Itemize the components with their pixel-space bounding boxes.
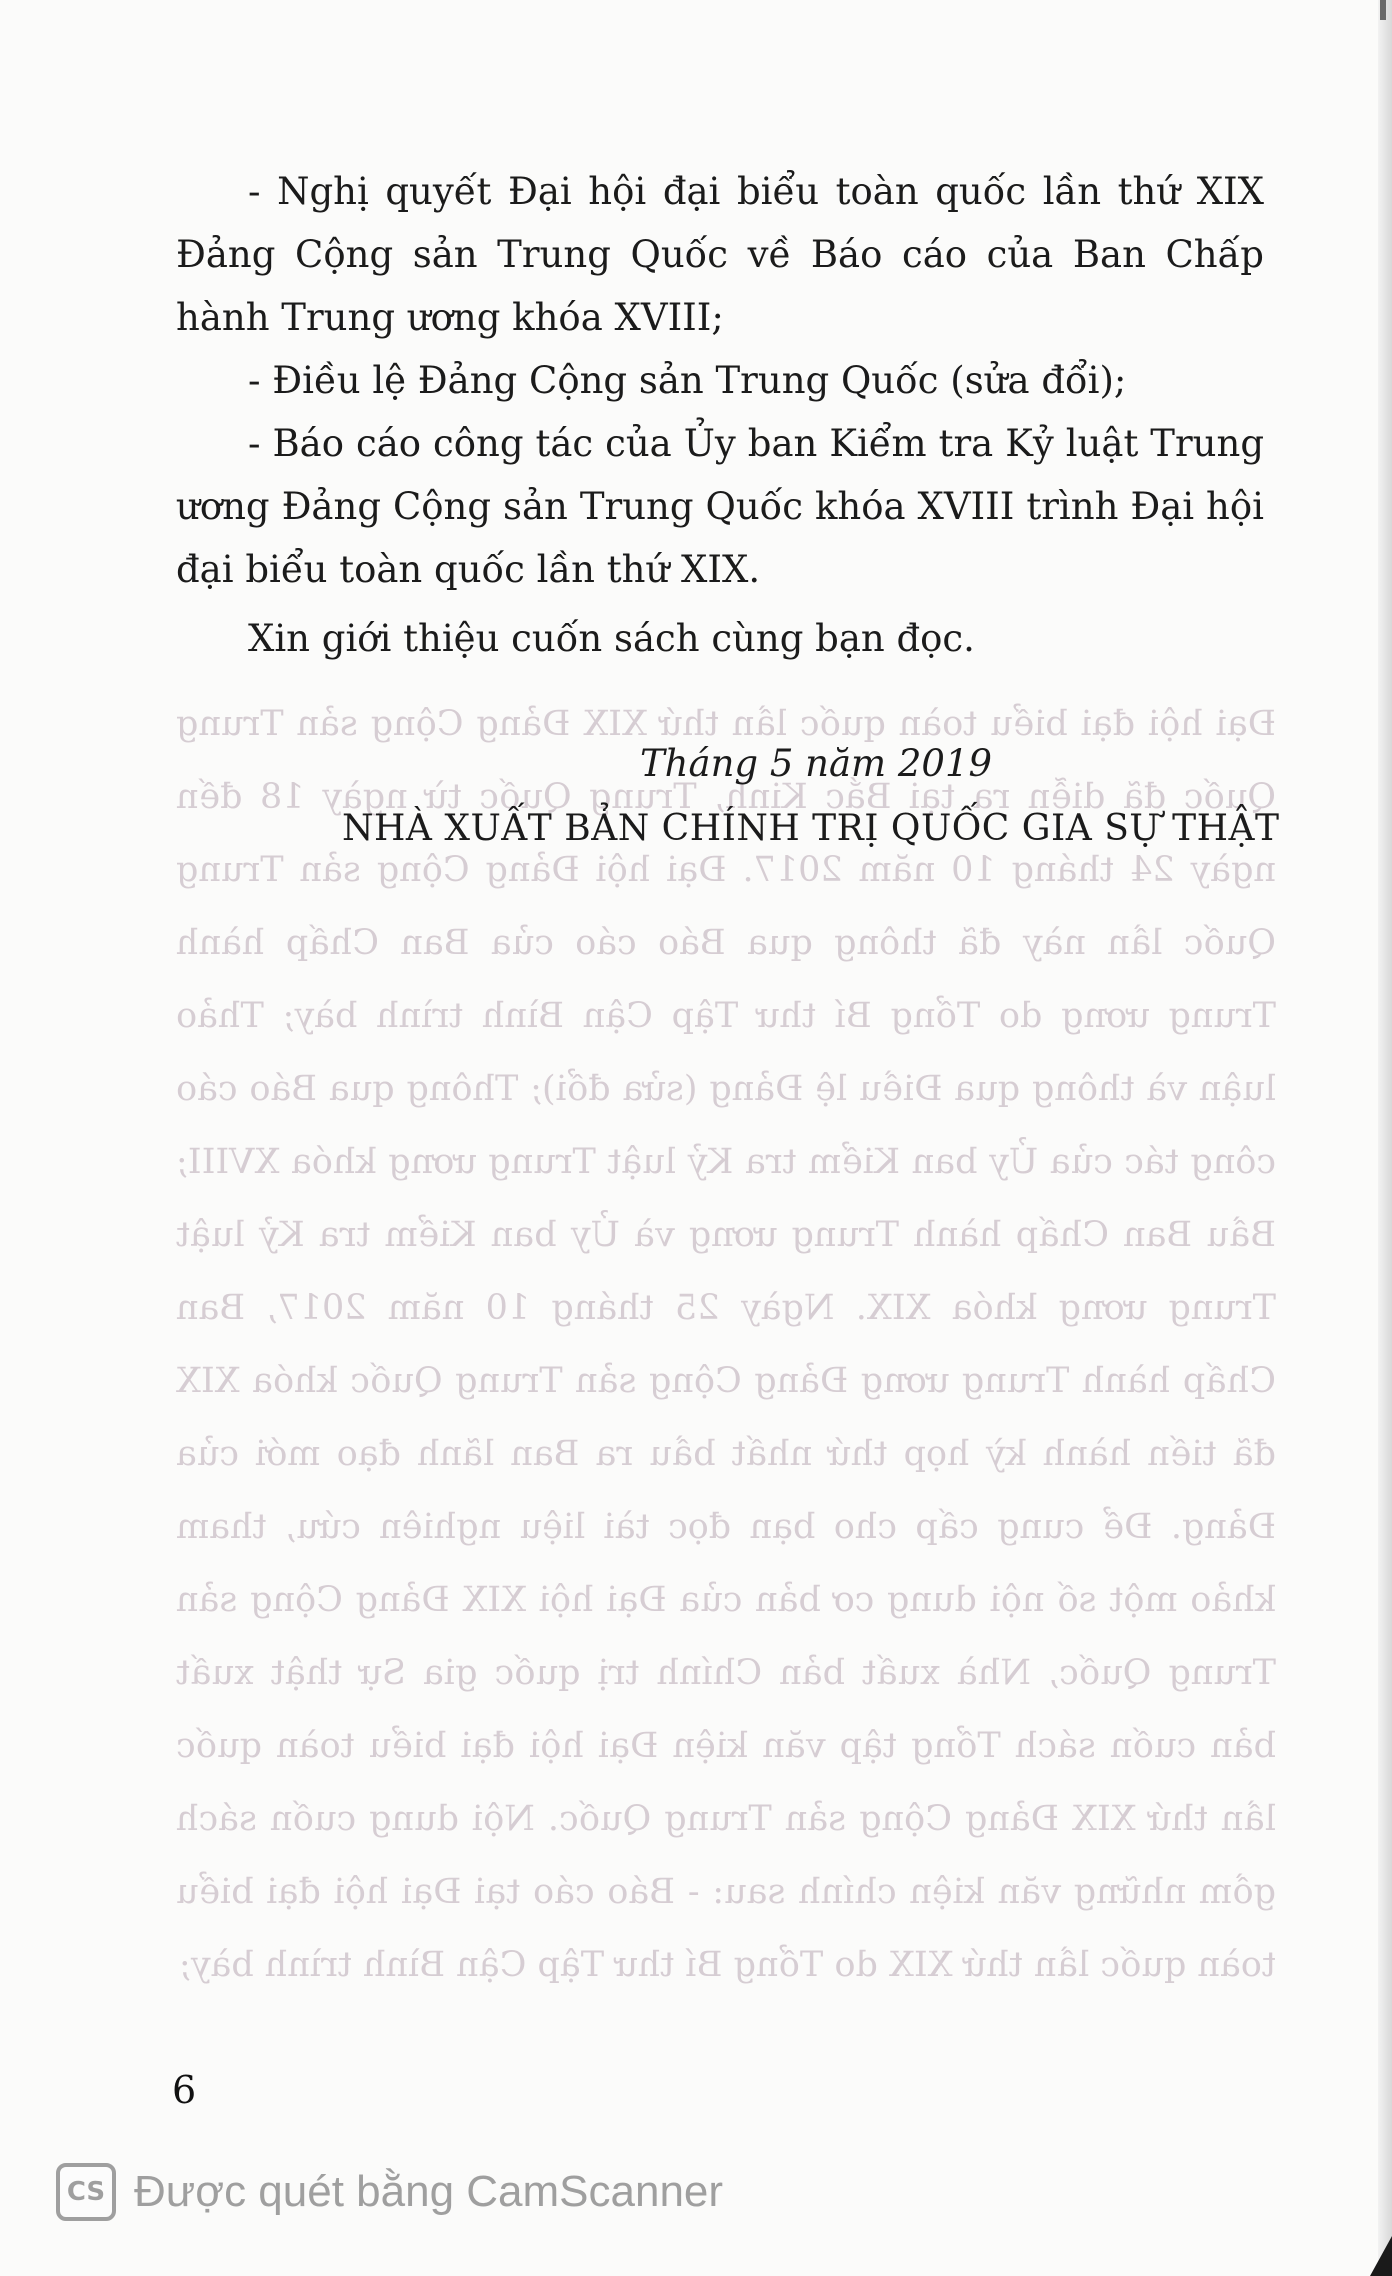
page-number: 6 [172,2068,197,2112]
corner-mark [1380,0,1386,20]
paragraph-charter: - Điều lệ Đảng Cộng sản Trung Quốc (sửa đổi); [248,359,1127,402]
paragraph-inspection-report: - Báo cáo công tác của Ủy ban Kiểm tra Kỷ luật Trung ương Đảng Cộng sản Trung Quốc khóa XVIII trình Đại hội đại biểu toàn quốc lần thứ XIX. [176,422,1264,591]
signature-date: Tháng 5 năm 2019 [640,742,993,785]
paragraph-resolution: - Nghị quyết Đại hội đại biểu toàn quốc lần thứ XIX Đảng Cộng sản Trung Quốc về Báo cáo của Ban Chấp hành Trung ương khóa XVIII; [176,170,1264,339]
corner-fold [1370,2236,1392,2276]
camscanner-text: Được quét bằng CamScanner [134,2167,724,2216]
camscanner-logo-icon: CS [56,2163,116,2221]
camscanner-watermark [56,2160,723,2224]
signature-publisher: NHÀ XUẤT BẢN CHÍNH TRỊ QUỐC GIA SỰ THẬT [342,808,1280,849]
bleed-through-background: Đại hội đại biểu toàn quốc lần thứ XIX Đảng Cộng sản Trung Quốc đã diễn ra tại Bắc Kinh, Trung Quốc từ ngày 18 đến ngày 24 tháng 10 năm 2017. Đại hội Đảng Cộng sản Trung Quốc lần này đã thông qua Báo cáo của Ban Chấp hành Trung ương do Tổng Bí thư Tập Cận Bình trình bày; Thảo luận và thông qua Điều lệ Đảng (sửa đổi); Thông qua Báo cáo công tác của Ủy ban Kiểm tra Kỷ luật Trung ương khóa XVIII; Bầu Ban Chấp hành Trung ương và Ủy ban Kiểm tra Kỷ luật Trung ương khóa XIX. Ngày 25 tháng 10 năm 2017, Ban Chấp hành Trung ương Đảng Cộng sản Trung Quốc khóa XIX đã tiến hành kỳ họp thứ nhất bầu ra Ban lãnh đạo mới của Đảng. Để cung cấp cho bạn đọc tài liệu nghiên cứu, tham khảo một số nội dung cơ bản của Đại hội XIX Đảng Cộng sản Trung Quốc, Nhà xuất bản Chính trị quốc gia Sự thật xuất bản cuốn sách Tổng tập văn kiện Đại hội đại biểu toàn quốc lần thứ XIX Đảng Cộng sản Trung Quốc. Nội dung cuốn sách gồm những văn kiện chính sau: - Báo cáo tại Đại hội đại biểu toàn quốc lần thứ XIX do Tổng Bí thư Tập Cận Bình trình bày; [176,704,1276,1985]
paragraph-introduction: Xin giới thiệu cuốn sách cùng bạn đọc. [248,617,975,660]
body-text [176,160,1264,670]
page-edge-shadow [1378,0,1392,2276]
